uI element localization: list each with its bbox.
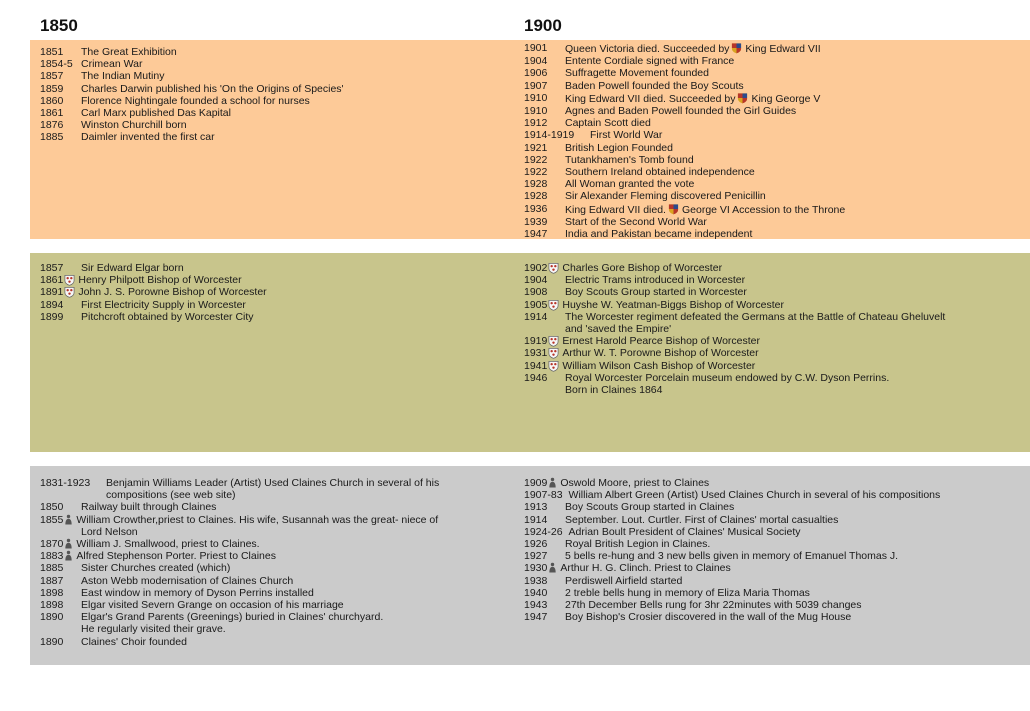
row-year: 1947 <box>524 228 548 241</box>
row-year: 1914 <box>524 310 548 323</box>
timeline-row <box>40 262 500 274</box>
row-year: 1914-1919 <box>524 129 575 142</box>
world-events-band <box>30 40 1030 239</box>
row-year: 1930 <box>524 562 548 575</box>
priest-figure-icon <box>64 514 73 525</box>
timeline-row <box>524 67 1028 79</box>
row-year: 1898 <box>40 586 64 599</box>
timeline-row <box>40 95 500 107</box>
row-text: Royal Worcester Porcelain museum endowed by C.W. Dyson Perrins. <box>565 371 890 384</box>
timeline-row <box>524 360 1028 372</box>
row-text: Railway built through Claines <box>81 501 217 514</box>
diocese-shield-icon <box>64 286 75 298</box>
priest-figure-icon <box>64 538 73 549</box>
row-text: 27th December Bells rung for 3hr 22minutes with 5039 changes <box>565 599 862 612</box>
row-text: Elgar's Grand Parents (Greenings) buried in Claines' churchyard. <box>81 611 384 624</box>
row-text: Benjamin Williams Leader (Artist) Used Claines Church in several of his <box>106 477 440 489</box>
row-year: 1928 <box>524 190 548 203</box>
row-year: 1857 <box>40 70 64 83</box>
timeline-row <box>40 477 500 489</box>
timeline-row <box>524 599 1028 611</box>
row-year: 1831-1923 <box>40 477 91 489</box>
row-year: 1939 <box>524 215 548 228</box>
row-text-after-icon: King George V <box>751 92 821 105</box>
row-year: 1928 <box>524 178 548 191</box>
timeline-row <box>40 119 500 131</box>
row-year: 1851 <box>40 46 64 58</box>
row-year: 1941 <box>524 359 548 372</box>
claines-events-1850-column <box>40 477 500 648</box>
row-text-after-icon: George VI Accession to the Throne <box>681 203 846 216</box>
row-year: 1870 <box>40 538 64 551</box>
timeline-row <box>40 70 500 82</box>
row-text: William Albert Green (Artist) Used Claines Church in several of his compositions <box>568 489 941 502</box>
row-text: Charles Darwin published his 'On the Origins of Species' <box>81 82 344 95</box>
timeline-row <box>524 190 1028 202</box>
row-text: 2 treble bells hung in memory of Eliza Maria Thomas <box>565 586 810 599</box>
row-text: King Edward VII died. <box>565 203 666 216</box>
timeline-row <box>524 216 1028 228</box>
timeline-row <box>524 526 1028 538</box>
row-year: 1907-83 <box>524 489 563 502</box>
row-year: 1931 <box>524 347 548 360</box>
worcester-events-1900-column <box>524 262 1028 396</box>
row-text: Entente Cordiale signed with France <box>565 55 735 68</box>
row-year: 1907 <box>524 79 548 92</box>
timeline-row <box>524 129 1028 141</box>
row-year: 1938 <box>524 574 548 587</box>
row-year: 1850 <box>40 501 64 514</box>
row-text: Arthur W. T. Porowne Bishop of Worcester <box>562 347 759 360</box>
timeline-row <box>524 611 1028 623</box>
timeline-row <box>40 83 500 95</box>
row-text: Charles Gore Bishop of Worcester <box>562 262 723 274</box>
row-year: 1909 <box>524 477 548 489</box>
row-text: Start of the Second World War <box>565 215 707 228</box>
timeline-row <box>40 514 500 526</box>
row-year: 1883 <box>40 550 64 563</box>
row-year: 1922 <box>524 153 548 166</box>
timeline-row <box>524 477 1028 489</box>
row-text: Elgar visited Severn Grange on occasion of his marriage <box>81 599 344 612</box>
claines-events-1900-column <box>524 477 1028 623</box>
row-text: Agnes and Baden Powell founded the Girl Guides <box>565 105 797 118</box>
timeline-row <box>40 286 500 298</box>
timeline-row <box>40 46 500 58</box>
timeline-row <box>524 117 1028 129</box>
timeline-row <box>524 372 1028 384</box>
row-text: Perdiswell Airfield started <box>565 574 683 587</box>
row-year: 1861 <box>40 274 64 287</box>
row-text: All Woman granted the vote <box>565 178 695 191</box>
timeline-row <box>40 131 500 143</box>
world-events-1900-column <box>524 42 1028 240</box>
row-continuation: Born in Claines 1864 <box>565 384 663 397</box>
row-text: Daimler invented the first car <box>81 131 215 144</box>
timeline-row <box>40 636 500 648</box>
row-year: 1910 <box>524 91 548 104</box>
row-text: Sir Alexander Fleming discovered Penicillin <box>565 190 766 203</box>
timeline-row <box>524 489 1028 501</box>
row-text: Winston Churchill born <box>81 119 187 132</box>
row-text-after-icon: King Edward VII <box>745 43 821 55</box>
row-text: William J. Smallwood, priest to Claines. <box>76 538 260 551</box>
timeline-row <box>40 58 500 70</box>
row-year: 1912 <box>524 117 548 130</box>
row-text: Suffragette Movement founded <box>565 67 709 80</box>
row-text: First Electricity Supply in Worcester <box>81 298 246 311</box>
timeline-row <box>524 92 1028 105</box>
timeline-row <box>524 178 1028 190</box>
row-text: Alfred Stephenson Porter. Priest to Claines <box>76 550 276 563</box>
row-year: 1919 <box>524 335 548 348</box>
row-year: 1894 <box>40 298 64 311</box>
diocese-shield-icon <box>548 360 559 372</box>
timeline-row <box>524 166 1028 178</box>
timeline-row <box>524 42 1028 55</box>
worcester-events-1850-column <box>40 262 500 323</box>
row-year: 1905 <box>524 298 548 311</box>
timeline-row <box>40 311 500 323</box>
row-year: 1885 <box>40 131 64 144</box>
timeline-row <box>40 274 500 286</box>
row-year: 1913 <box>524 501 548 514</box>
row-text: The Indian Mutiny <box>81 70 165 83</box>
row-year: 1926 <box>524 538 548 551</box>
row-text: Pitchcroft obtained by Worcester City <box>81 310 254 323</box>
timeline-row <box>524 501 1028 513</box>
row-text: Queen Victoria died. Succeeded by <box>565 43 730 55</box>
heading-1850: 1850 <box>40 16 78 35</box>
row-text: Boy Bishop's Crosier discovered in the wall of the Mug House <box>565 611 852 624</box>
row-year: 1857 <box>40 262 64 274</box>
row-year: 1890 <box>40 635 64 648</box>
royal-arms-icon <box>668 203 679 215</box>
row-year: 1910 <box>524 105 548 118</box>
row-text: Sir Edward Elgar born <box>81 262 184 274</box>
timeline-row <box>524 562 1028 574</box>
timeline-row <box>524 228 1028 240</box>
row-text: 5 bells re-hung and 3 new bells given in memory of Emanuel Thomas J. <box>565 550 899 563</box>
row-text: Carl Marx published Das Kapital <box>81 107 231 120</box>
row-year: 1898 <box>40 599 64 612</box>
row-text: Sister Churches created (which) <box>81 562 231 575</box>
priest-figure-icon <box>548 562 557 573</box>
row-year: 1927 <box>524 550 548 563</box>
priest-figure-icon <box>64 550 73 561</box>
row-text: Adrian Boult President of Claines' Musical Society <box>568 525 801 538</box>
row-continuation: compositions (see web site) <box>106 489 236 502</box>
royal-arms-icon <box>731 42 742 54</box>
timeline-row <box>524 550 1028 562</box>
row-text: Arthur H. G. Clinch. Priest to Claines <box>560 562 731 575</box>
row-text: India and Pakistan became independent <box>565 228 753 241</box>
row-year: 1854-5 <box>40 58 73 71</box>
heading-1900: 1900 <box>524 16 562 35</box>
row-year: 1876 <box>40 119 64 132</box>
row-year: 1914 <box>524 513 548 526</box>
row-text: Florence Nightingale founded a school for nurses <box>81 94 310 107</box>
row-year: 1887 <box>40 574 64 587</box>
row-text: Tutankhamen's Tomb found <box>565 153 694 166</box>
timeline-row <box>524 335 1028 347</box>
timeline-row <box>40 501 500 513</box>
row-text: Crimean War <box>81 58 143 71</box>
timeline-row <box>40 611 500 623</box>
worcester-events-band <box>30 253 1030 452</box>
row-text: East window in memory of Dyson Perrins installed <box>81 586 314 599</box>
timeline-row <box>40 587 500 599</box>
row-year: 1947 <box>524 611 548 624</box>
row-continuation: He regularly visited their grave. <box>81 623 226 636</box>
row-text: John J. S. Porowne Bishop of Worcester <box>78 286 267 299</box>
row-text: Electric Trams introduced in Worcester <box>565 274 746 287</box>
row-year: 1940 <box>524 586 548 599</box>
diocese-shield-icon <box>64 274 75 286</box>
timeline-row <box>40 575 500 587</box>
timeline-row <box>524 286 1028 298</box>
timeline-row <box>524 538 1028 550</box>
timeline-row <box>524 154 1028 166</box>
timeline-row <box>524 105 1028 117</box>
row-text: First World War <box>590 129 663 142</box>
row-text: William Crowther,priest to Claines. His wife, Susannah was the great- niece of <box>76 513 439 526</box>
row-text: Captain Scott died <box>565 117 651 130</box>
row-text: British Legion Founded <box>565 141 673 154</box>
row-text: King Edward VII died. Succeeded by <box>565 92 736 105</box>
timeline-row <box>524 311 1028 323</box>
row-year: 1885 <box>40 562 64 575</box>
diocese-shield-icon <box>548 299 559 311</box>
row-year: 1943 <box>524 599 548 612</box>
row-text: William Wilson Cash Bishop of Worcester <box>562 359 756 372</box>
timeline-row <box>524 262 1028 274</box>
row-text: Boy Scouts Group started in Claines <box>565 501 735 514</box>
row-continuation: and 'saved the Empire' <box>565 323 672 336</box>
row-text: Boy Scouts Group started in Worcester <box>565 286 747 299</box>
world-events-1850-column <box>40 46 500 144</box>
row-year: 1936 <box>524 202 548 215</box>
row-year: 1890 <box>40 611 64 624</box>
claines-events-band <box>30 466 1030 665</box>
diocese-shield-icon <box>548 335 559 347</box>
row-text: Oswold Moore, priest to Claines <box>560 477 710 489</box>
timeline-row <box>40 538 500 550</box>
timeline-row <box>524 587 1028 599</box>
row-year: 1899 <box>40 310 64 323</box>
row-year: 1904 <box>524 55 548 68</box>
timeline-row <box>40 562 500 574</box>
row-year: 1860 <box>40 94 64 107</box>
row-text: Southern Ireland obtained independence <box>565 166 755 179</box>
row-text: Aston Webb modernisation of Claines Church <box>81 574 294 587</box>
row-text: Huyshe W. Yeatman-Biggs Bishop of Worcester <box>562 298 784 311</box>
row-year: 1891 <box>40 286 64 299</box>
timeline-row <box>524 575 1028 587</box>
row-text: Claines' Choir founded <box>81 635 187 648</box>
row-year: 1908 <box>524 286 548 299</box>
row-text: Baden Powell founded the Boy Scouts <box>565 79 744 92</box>
timeline-row <box>40 599 500 611</box>
row-year: 1904 <box>524 274 548 287</box>
row-text: The Great Exhibition <box>81 46 177 58</box>
row-continuation: Lord Nelson <box>81 525 138 538</box>
row-year: 1859 <box>40 82 64 95</box>
row-year: 1922 <box>524 166 548 179</box>
diocese-shield-icon <box>548 262 559 274</box>
row-text: September. Lout. Curtler. First of Claines' mortal casualties <box>565 513 839 526</box>
row-year: 1902 <box>524 262 548 274</box>
timeline-row <box>40 299 500 311</box>
timeline-row <box>524 514 1028 526</box>
row-text: The Worcester regiment defeated the Germans at the Battle of Chateau Gheluvelt <box>565 310 946 323</box>
timeline-row <box>40 550 500 562</box>
row-text: Royal British Legion in Claines. <box>565 538 711 551</box>
row-year: 1921 <box>524 141 548 154</box>
timeline-row <box>524 142 1028 154</box>
priest-figure-icon <box>548 477 557 488</box>
royal-arms-icon <box>737 92 748 104</box>
row-year: 1946 <box>524 371 548 384</box>
row-text: Henry Philpott Bishop of Worcester <box>78 274 242 287</box>
diocese-shield-icon <box>548 347 559 359</box>
timeline-row <box>524 203 1028 216</box>
row-year: 1924-26 <box>524 525 563 538</box>
row-year: 1901 <box>524 42 548 54</box>
row-text: Ernest Harold Pearce Bishop of Worcester <box>562 335 761 348</box>
row-year: 1855 <box>40 513 64 526</box>
timeline-row <box>524 55 1028 67</box>
row-year: 1906 <box>524 67 548 80</box>
timeline-row <box>40 107 500 119</box>
row-year: 1861 <box>40 107 64 120</box>
timeline-row <box>524 299 1028 311</box>
timeline-row <box>524 274 1028 286</box>
timeline-row <box>524 347 1028 359</box>
timeline-row <box>524 80 1028 92</box>
